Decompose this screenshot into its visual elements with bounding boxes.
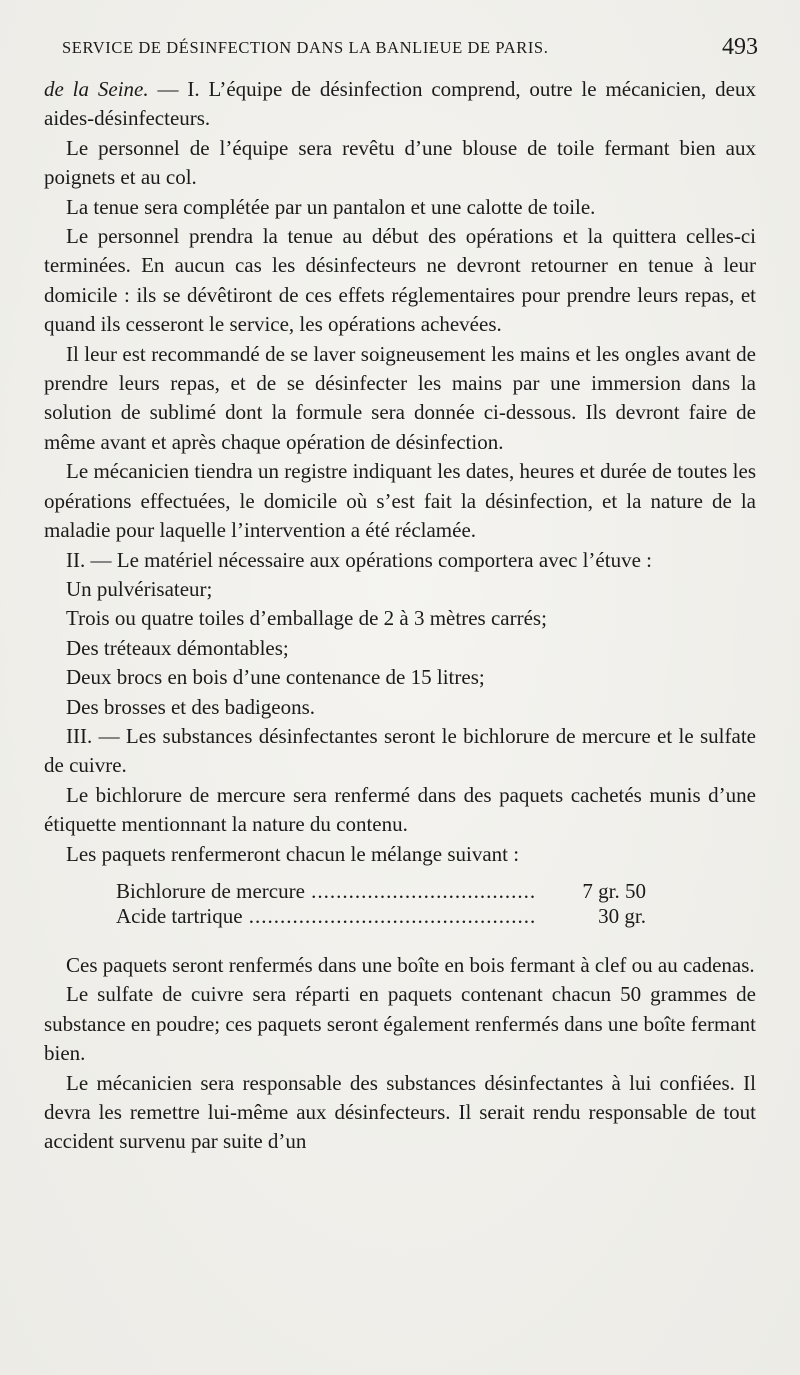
paragraph-8: III. — Les substances désinfectantes seront le bichlorure de mercure et le sulfate de cuivre. bbox=[44, 723, 756, 778]
list-item: Un pulvérisateur; bbox=[66, 576, 213, 601]
formula-row bbox=[116, 879, 756, 904]
formula-quantity: 7 gr. 50 bbox=[582, 878, 646, 903]
formula-ingredient: Bichlorure de mercure ..... bbox=[116, 879, 536, 904]
page-header bbox=[62, 36, 758, 66]
paragraph-4: Le personnel prendra la tenue au début des opérations et la quittera celles-ci terminées. En aucun cas les désinfecteurs ne devront retourner en tenue à leur domicile : ils se dévêtiront de ces effets réglementaires pour prendre leurs repas, et quand ils cesseront le service, les opérations achevées. bbox=[44, 224, 756, 337]
equipment-list bbox=[44, 575, 756, 722]
page-number: 493 bbox=[722, 34, 758, 60]
formula-table bbox=[44, 879, 756, 929]
paragraph-10: Les paquets renfermeront chacun le mélange suivant : bbox=[66, 841, 520, 866]
paragraph-1-text: — I. L’équipe de désinfection comprend, outre le mécanicien, deux aides-désinfecteurs. bbox=[44, 77, 756, 131]
paragraph-5: Il leur est recommandé de se laver soigneusement les mains et les ongles avant de prendre leurs repas, et de se désinfecter les mains par une immersion dans la solution de sublimé dont la formule sera donnée ci-dessous. Ils devront faire de même avant et après chaque opération de désinfection. bbox=[44, 341, 756, 454]
paragraph-1-italic: de la Seine. bbox=[44, 77, 149, 101]
formula-row bbox=[116, 904, 756, 929]
paragraph-2: Le personnel de l’équipe sera revêtu d’une blouse de toile fermant bien aux poignets et au col. bbox=[44, 135, 756, 190]
list-item: Des tréteaux démontables; bbox=[66, 635, 289, 660]
list-item: Deux brocs en bois d’une contenance de 15 litres; bbox=[66, 665, 485, 690]
paragraph-1 bbox=[44, 75, 756, 134]
page-body bbox=[44, 75, 756, 1157]
paragraph-12: Le sulfate de cuivre sera réparti en paquets contenant chacun 50 grammes de substance en poudre; ces paquets seront également renfermés dans une boîte fermant bien. bbox=[44, 982, 756, 1066]
formula-ingredient: Acide tartrique ..... bbox=[116, 904, 536, 929]
paragraph-13: Le mécanicien sera responsable des substances désinfectantes à lui confiées. Il devra les remettre lui-même aux désinfecteurs. Il serait rendu responsable de tout accident survenu par suite d’un bbox=[44, 1070, 756, 1154]
formula-quantity: 30 gr. bbox=[598, 903, 646, 928]
paragraph-6: Le mécanicien tiendra un registre indiquant les dates, heures et durée de toutes les opérations effectuées, le domicile où s’est fait la désinfection, et la nature de la maladie pour laquelle l’intervention a été réclamée. bbox=[44, 459, 756, 543]
paragraph-7: II. — Le matériel nécessaire aux opérations comportera avec l’étuve : bbox=[66, 547, 652, 572]
paragraph-3: La tenue sera complétée par un pantalon et une calotte de toile. bbox=[66, 194, 596, 219]
paragraph-11: Ces paquets seront renfermés dans une boîte en bois fermant à clef ou au cadenas. bbox=[66, 952, 755, 977]
paragraph-9: Le bichlorure de mercure sera renfermé dans des paquets cachetés munis d’une étiquette mentionnant la nature du contenu. bbox=[44, 782, 756, 837]
list-item: Des brosses et des badigeons. bbox=[66, 694, 316, 719]
list-item: Trois ou quatre toiles d’emballage de 2 à 3 mètres carrés; bbox=[66, 606, 547, 631]
running-title: SERVICE DE DÉSINFECTION DANS LA BANLIEUE DE PARIS. bbox=[62, 38, 549, 57]
